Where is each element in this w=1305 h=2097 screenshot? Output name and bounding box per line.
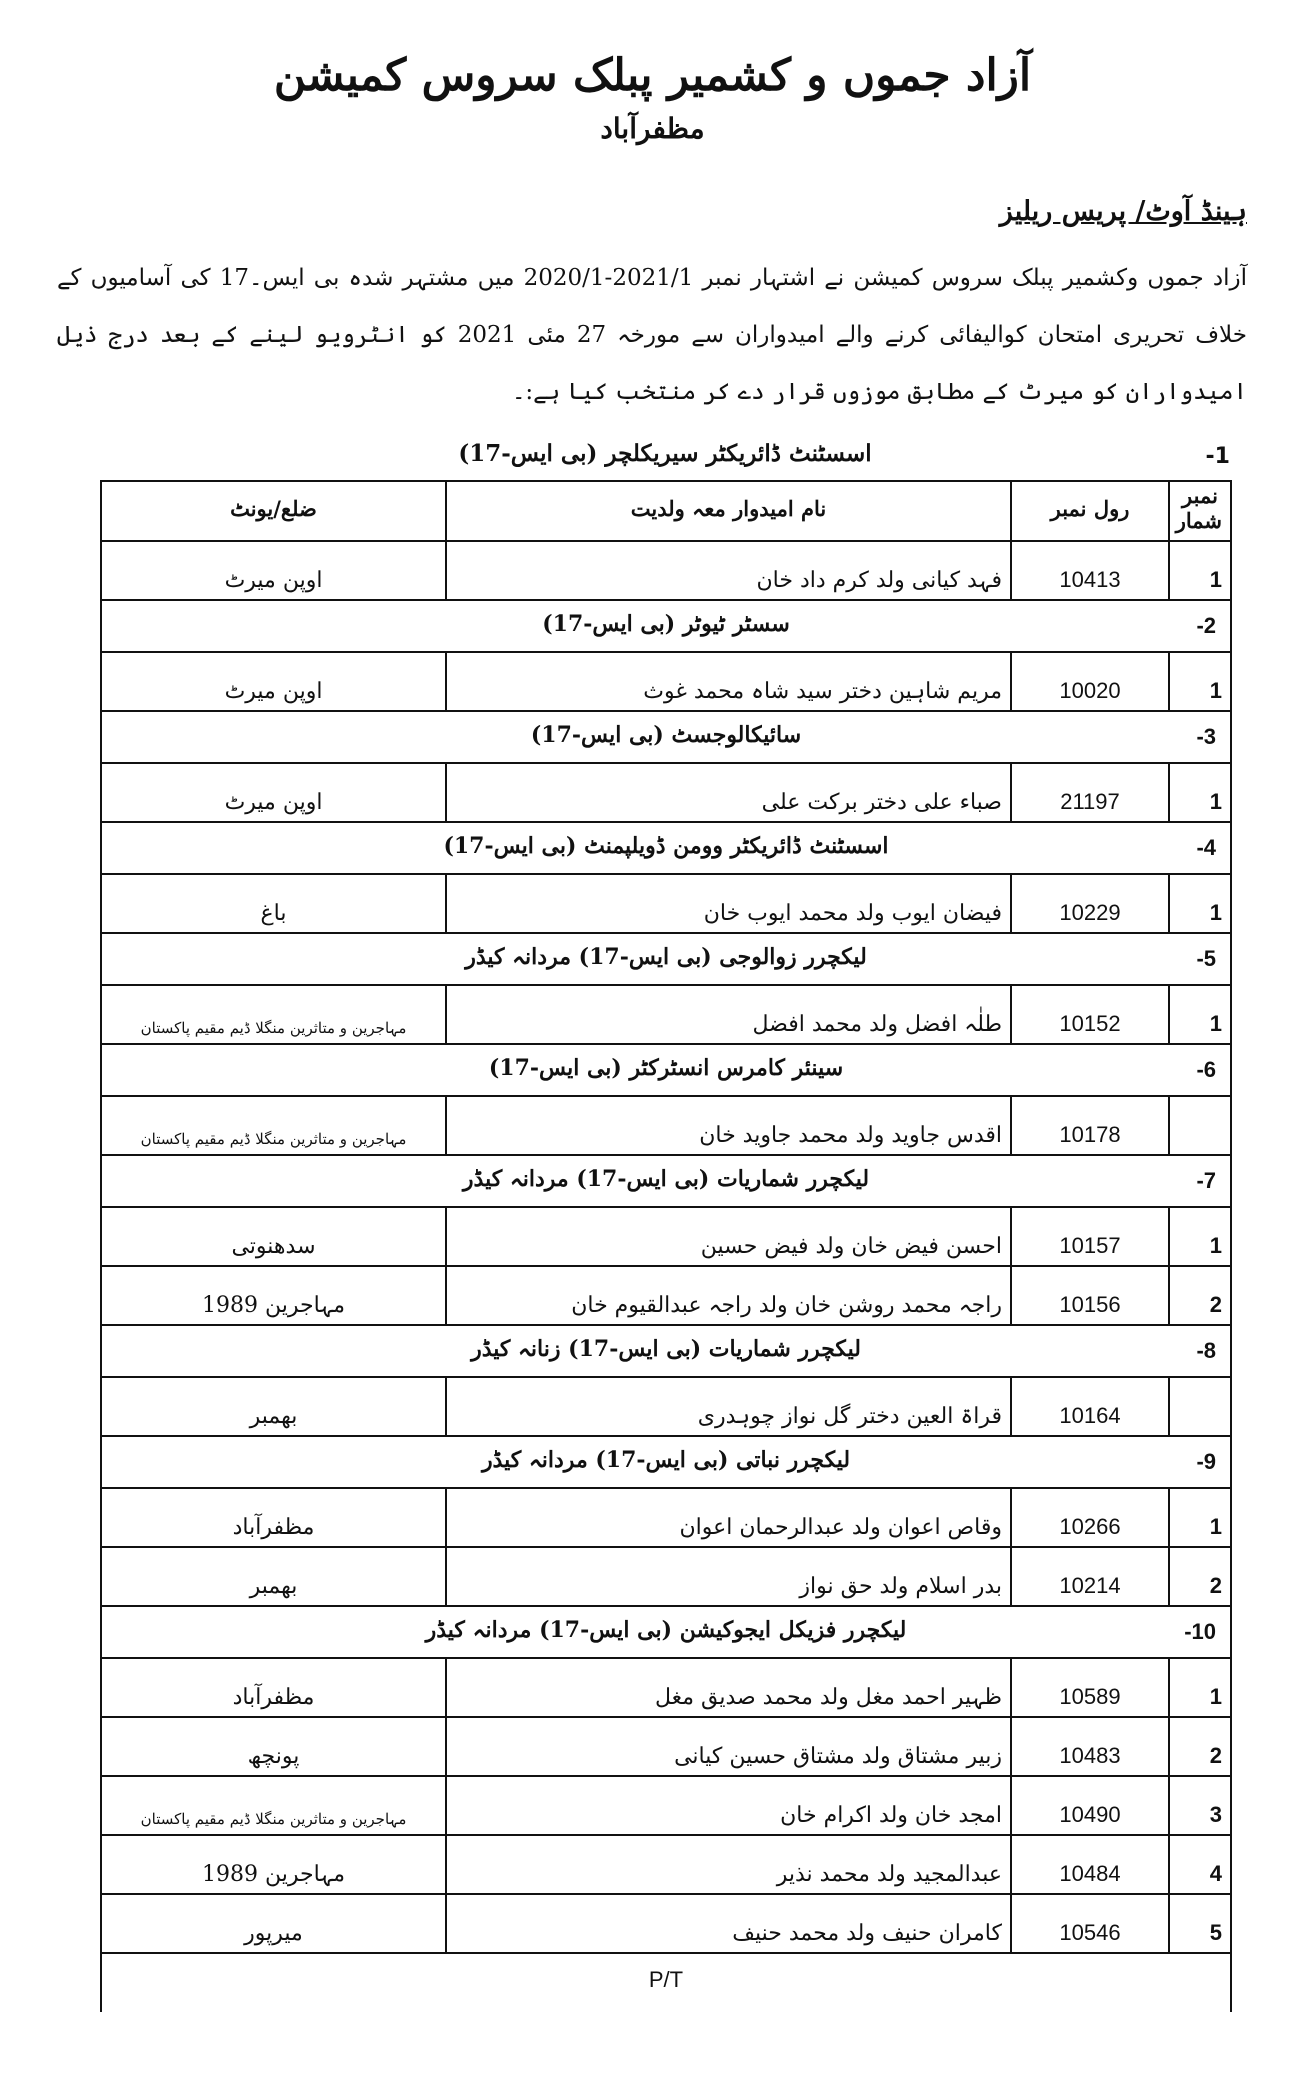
- intro-paragraph: آزاد جموں وکشمیر پبلک سروس کمیشن نے اشتہار نمبر 2021/1-2020/1 میں مشتہر شدہ بی ایس۔17 کی آسامیوں کے خلاف تحریری امتحان کوالیفائی کرنے والے امیدواران سے مورخہ 27 مئی 2021 کو انٹرویو لینے کے بعد درج ذیل امیدواران کو میرٹ کے مطابق موزوں قرار دے کر منتخب کیا ہے:۔: [57, 265, 1247, 405]
- section-title: لیکچرر فزیکل ایجوکیشن (بی ایس-17) مردانہ کیڈر: [425, 1617, 907, 1643]
- section-number: -3: [1196, 724, 1216, 749]
- row-district: باغ: [101, 874, 446, 933]
- row-district: اوپن میرٹ: [101, 541, 446, 600]
- section-cell: [101, 1436, 1231, 1488]
- document-subtitle: مظفرآباد: [600, 112, 705, 145]
- row-name: مریم شاہین دختر سید شاہ محمد غوث: [446, 652, 1011, 711]
- section-row: [101, 600, 1231, 652]
- section-row: [101, 1044, 1231, 1096]
- section-title: اسسٹنٹ ڈائریکٹر وومن ڈویلپمنٹ (بی ایس-17): [443, 833, 889, 859]
- row-roll: 10157: [1011, 1207, 1169, 1266]
- row-sno: 5: [1169, 1894, 1231, 1953]
- section-row: [101, 1436, 1231, 1488]
- row-sno: [1169, 1377, 1231, 1436]
- row-roll: 21197: [1011, 763, 1169, 822]
- section-row: [101, 933, 1231, 985]
- row-sno: 1: [1169, 1207, 1231, 1266]
- row-name: امجد خان ولد اکرام خان: [446, 1776, 1011, 1835]
- press-release-heading: ہینڈ آوٹ/ پریس ریلیز: [999, 196, 1247, 227]
- row-name: راجہ محمد روشن خان ولد راجہ عبدالقیوم خان: [446, 1266, 1011, 1325]
- section-cell: [101, 1325, 1231, 1377]
- row-name: صباء علی دختر برکت علی: [446, 763, 1011, 822]
- row-sno: 2: [1169, 1717, 1231, 1776]
- section-title: سائیکالوجسٹ (بی ایس-17): [530, 722, 802, 748]
- row-name: احسن فیض خان ولد فیض حسین: [446, 1207, 1011, 1266]
- row-district: مہاجرین و متاثرین منگلا ڈیم مقیم پاکستان: [101, 985, 446, 1044]
- row-district: بھمبر: [101, 1547, 446, 1606]
- section-title: لیکچرر شماریات (بی ایس-17) مردانہ کیڈر: [462, 1166, 870, 1192]
- row-name: بدر اسلام ولد حق نواز: [446, 1547, 1011, 1606]
- section-row: [101, 1155, 1231, 1207]
- table-row: [101, 1096, 1231, 1155]
- table-header-row: [101, 481, 1231, 541]
- section-heading: [102, 1326, 1230, 1376]
- row-district: پونچھ: [101, 1717, 446, 1776]
- table-row: [101, 1776, 1231, 1835]
- section-cell: [101, 1606, 1231, 1658]
- row-roll: 10164: [1011, 1377, 1169, 1436]
- section-cell: [101, 1044, 1231, 1096]
- table-row: [101, 652, 1231, 711]
- row-district: مہاجرین و متاثرین منگلا ڈیم مقیم پاکستان: [101, 1776, 446, 1835]
- document-title: آزاد جموں و کشمیر پبلک سروس کمیشن: [273, 50, 1032, 101]
- row-roll: 10152: [1011, 985, 1169, 1044]
- row-roll: 10413: [1011, 541, 1169, 600]
- table-row: [101, 1717, 1231, 1776]
- row-sno: 1: [1169, 763, 1231, 822]
- header-name: نام امیدوار معہ ولدیت: [446, 481, 1011, 541]
- row-roll: 10020: [1011, 652, 1169, 711]
- table-row: [101, 541, 1231, 600]
- row-roll: 10156: [1011, 1266, 1169, 1325]
- row-name: وقاص اعوان ولد عبدالرحمان اعوان: [446, 1488, 1011, 1547]
- row-roll: 10178: [1011, 1096, 1169, 1155]
- section-title: اسسٹنٹ ڈائریکٹر سیریکلچر (بی ایس-17): [458, 440, 872, 467]
- row-name: فیضان ایوب ولد محمد ایوب خان: [446, 874, 1011, 933]
- table-row: [101, 874, 1231, 933]
- row-roll: 10484: [1011, 1835, 1169, 1894]
- section-heading: [100, 440, 1230, 480]
- section-heading: [102, 1156, 1230, 1206]
- table-row: [101, 1894, 1231, 1953]
- row-district: مہاجرین 1989: [101, 1835, 446, 1894]
- section-cell: [101, 933, 1231, 985]
- table-row: [101, 985, 1231, 1044]
- row-sno: 1: [1169, 874, 1231, 933]
- row-roll: 10214: [1011, 1547, 1169, 1606]
- row-sno: 3: [1169, 1776, 1231, 1835]
- section-cell: [101, 711, 1231, 763]
- section-heading: [102, 1437, 1230, 1487]
- row-name: فہد کیانی ولد کرم داد خان: [446, 541, 1011, 600]
- section-heading: [102, 934, 1230, 984]
- section-row: [101, 1325, 1231, 1377]
- table-row: [101, 1488, 1231, 1547]
- row-sno: 1: [1169, 652, 1231, 711]
- row-district: مہاجرین و متاثرین منگلا ڈیم مقیم پاکستان: [101, 1096, 446, 1155]
- section-row: [101, 822, 1231, 874]
- row-district: مظفرآباد: [101, 1488, 446, 1547]
- table-row: [101, 1377, 1231, 1436]
- row-district: اوپن میرٹ: [101, 652, 446, 711]
- row-roll: 10229: [1011, 874, 1169, 933]
- row-name: زبیر مشتاق ولد مشتاق حسین کیانی: [446, 1717, 1011, 1776]
- header-district: ضلع/یونٹ: [101, 481, 446, 541]
- header-sno: نمبر شمار: [1169, 481, 1231, 541]
- section-number: -5: [1196, 946, 1216, 971]
- table-row: [101, 1835, 1231, 1894]
- row-sno: 2: [1169, 1266, 1231, 1325]
- section-title: لیکچرر زوالوجی (بی ایس-17) مردانہ کیڈر: [465, 944, 867, 970]
- section-number: -6: [1196, 1057, 1216, 1082]
- row-district: مظفرآباد: [101, 1658, 446, 1717]
- row-district: بھمبر: [101, 1377, 446, 1436]
- section-row: [101, 711, 1231, 763]
- section-heading: [102, 1045, 1230, 1095]
- row-sno: 2: [1169, 1547, 1231, 1606]
- section-cell: [101, 1155, 1231, 1207]
- table-row: [101, 1658, 1231, 1717]
- section-title: سینئر کامرس انسٹرکٹر (بی ایس-17): [488, 1055, 844, 1081]
- row-roll: 10483: [1011, 1717, 1169, 1776]
- section-title: سسٹر ٹیوٹر (بی ایس-17): [542, 611, 790, 637]
- row-district: مہاجرین 1989: [101, 1266, 446, 1325]
- row-name: عبدالمجید ولد محمد نذیر: [446, 1835, 1011, 1894]
- row-sno: 1: [1169, 985, 1231, 1044]
- section-heading: [102, 823, 1230, 873]
- section-number: -10: [1184, 1619, 1216, 1644]
- footer-row: [101, 1953, 1231, 2012]
- table-row: [101, 1547, 1231, 1606]
- row-district: سدھنوتی: [101, 1207, 446, 1266]
- row-roll: 10266: [1011, 1488, 1169, 1547]
- section-number: -4: [1196, 835, 1216, 860]
- section-number: -2: [1196, 613, 1216, 638]
- section-cell: [101, 822, 1231, 874]
- table-row: [101, 1207, 1231, 1266]
- row-sno: 1: [1169, 1658, 1231, 1717]
- row-name: اقدس جاوید ولد محمد جاوید خان: [446, 1096, 1011, 1155]
- section-number: -1: [1205, 444, 1230, 469]
- row-name: طلٰہ افضل ولد محمد افضل: [446, 985, 1011, 1044]
- section-title: لیکچرر نباتی (بی ایس-17) مردانہ کیڈر: [481, 1447, 851, 1473]
- section-heading: [102, 1607, 1230, 1657]
- row-roll: 10589: [1011, 1658, 1169, 1717]
- page-turn-note: P/T: [101, 1953, 1231, 2012]
- row-sno: [1169, 1096, 1231, 1155]
- row-roll: 10546: [1011, 1894, 1169, 1953]
- table-row: [101, 1266, 1231, 1325]
- row-sno: 1: [1169, 541, 1231, 600]
- row-name: کامران حنیف ولد محمد حنیف: [446, 1894, 1011, 1953]
- row-roll: 10490: [1011, 1776, 1169, 1835]
- table-row: [101, 763, 1231, 822]
- header-roll: رول نمبر: [1011, 481, 1169, 541]
- section-number: -8: [1196, 1338, 1216, 1363]
- section-heading: [102, 601, 1230, 651]
- row-sno: 1: [1169, 1488, 1231, 1547]
- section-cell: [101, 600, 1231, 652]
- results-table: [100, 480, 1232, 2012]
- row-sno: 4: [1169, 1835, 1231, 1894]
- section-number: -7: [1196, 1168, 1216, 1193]
- section-row: [101, 1606, 1231, 1658]
- section-title: لیکچرر شماریات (بی ایس-17) زنانہ کیڈر: [471, 1336, 861, 1362]
- section-heading: [102, 712, 1230, 762]
- row-name: قراۃ العین دختر گل نواز چوہدری: [446, 1377, 1011, 1436]
- section-number: -9: [1196, 1449, 1216, 1474]
- row-name: ظہیر احمد مغل ولد محمد صدیق مغل: [446, 1658, 1011, 1717]
- row-district: میرپور: [101, 1894, 446, 1953]
- row-district: اوپن میرٹ: [101, 763, 446, 822]
